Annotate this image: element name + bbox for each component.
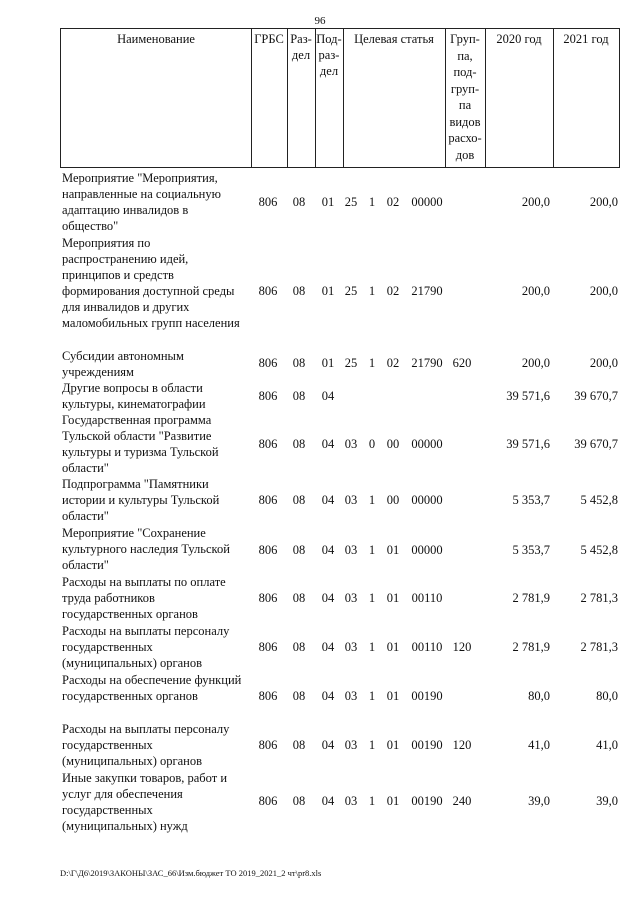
cell-c1: 25 [344, 284, 358, 298]
row-name: Мероприятие "Мероприятия, направленные на социальную адаптацию инвалидов в общество" [62, 171, 221, 233]
cell-rz: 08 [292, 689, 306, 703]
cell-c3: 00 [386, 493, 400, 507]
cell-pr: 04 [321, 437, 335, 451]
cell-v2020: 200,0 [521, 284, 550, 298]
cell-grbs: 806 [258, 389, 278, 403]
cell-v2021: 80,0 [596, 689, 618, 703]
cell-vr: 240 [452, 794, 472, 808]
cell-grbs: 806 [258, 493, 278, 507]
row-name: Расходы на выплаты персоналу государственных (муниципальных) органов [62, 722, 230, 768]
cell-pr: 04 [321, 738, 335, 752]
cell-c1: 25 [344, 356, 358, 370]
header-group: Груп- па, под- груп- па видов расхо- дов [448, 32, 482, 162]
header-2021: 2021 год [563, 32, 609, 46]
cell-c4: 00000 [411, 437, 443, 451]
row-name: Другие вопросы в области культуры, кинематографии [62, 381, 206, 411]
cell-grbs: 806 [258, 284, 278, 298]
header-podrazdel: Под- раз- дел [316, 32, 342, 78]
row-name: Субсидии автономным учреждениям [62, 349, 184, 379]
cell-rz: 08 [292, 284, 306, 298]
cell-c3: 01 [386, 591, 400, 605]
cell-c2: 1 [368, 640, 376, 654]
cell-c4: 21790 [411, 284, 443, 298]
cell-v2020: 5 353,7 [512, 543, 550, 557]
table-header [60, 28, 620, 168]
cell-grbs: 806 [258, 738, 278, 752]
cell-c4: 00190 [411, 689, 443, 703]
cell-c1: 03 [344, 437, 358, 451]
cell-c2: 1 [368, 794, 376, 808]
header-divider [485, 29, 486, 167]
header-razdel: Раз- дел [290, 32, 312, 62]
cell-grbs: 806 [258, 591, 278, 605]
cell-rz: 08 [292, 543, 306, 557]
cell-c2: 1 [368, 689, 376, 703]
cell-c4: 00110 [411, 591, 443, 605]
cell-c1: 03 [344, 738, 358, 752]
header-grbs: ГРБС [254, 32, 284, 46]
row-name: Мероприятия по распространению идей, принципов и средств формирования доступной среды для инвалидов и других маломобильных групп населения [62, 236, 240, 330]
cell-c4: 00000 [411, 543, 443, 557]
cell-c2: 1 [368, 591, 376, 605]
header-2020: 2020 год [496, 32, 542, 46]
cell-vr: 620 [452, 356, 472, 370]
cell-c3: 01 [386, 738, 400, 752]
cell-c1: 03 [344, 640, 358, 654]
cell-pr: 01 [321, 356, 335, 370]
cell-v2021: 39 670,7 [574, 437, 618, 451]
cell-c2: 1 [368, 738, 376, 752]
cell-pr: 04 [321, 794, 335, 808]
cell-v2021: 5 452,8 [580, 493, 618, 507]
cell-c1: 03 [344, 794, 358, 808]
cell-c2: 1 [368, 493, 376, 507]
cell-c4: 00190 [411, 794, 443, 808]
cell-pr: 04 [321, 493, 335, 507]
cell-c2: 1 [368, 543, 376, 557]
cell-grbs: 806 [258, 195, 278, 209]
cell-c1: 03 [344, 543, 358, 557]
cell-rz: 08 [292, 640, 306, 654]
cell-c4: 00000 [411, 493, 443, 507]
cell-v2021: 200,0 [589, 195, 618, 209]
header-target: Целевая статья [354, 32, 434, 46]
cell-v2020: 41,0 [528, 738, 550, 752]
header-name: Наименование [117, 32, 195, 46]
cell-c4: 00190 [411, 738, 443, 752]
cell-v2021: 200,0 [589, 284, 618, 298]
cell-c4: 21790 [411, 356, 443, 370]
cell-grbs: 806 [258, 437, 278, 451]
row-name: Расходы на обеспечение функций государственных органов [62, 673, 242, 703]
cell-vr: 120 [452, 738, 472, 752]
cell-pr: 04 [321, 389, 335, 403]
cell-c3: 01 [386, 543, 400, 557]
cell-v2020: 2 781,9 [512, 591, 550, 605]
cell-rz: 08 [292, 794, 306, 808]
cell-c3: 01 [386, 689, 400, 703]
row-name: Расходы на выплаты по оплате труда работников государственных органов [62, 575, 226, 621]
cell-v2020: 39 571,6 [506, 437, 550, 451]
cell-rz: 08 [292, 437, 306, 451]
cell-rz: 08 [292, 356, 306, 370]
row-name: Расходы на выплаты персоналу государственных (муниципальных) органов [62, 624, 230, 670]
cell-pr: 04 [321, 591, 335, 605]
cell-v2020: 200,0 [521, 195, 550, 209]
cell-rz: 08 [292, 591, 306, 605]
cell-v2021: 2 781,3 [580, 640, 618, 654]
row-name: Иные закупки товаров, работ и услуг для обеспечения государственных (муниципальных) нужд [62, 771, 228, 833]
header-divider [343, 29, 344, 167]
cell-c1: 03 [344, 689, 358, 703]
cell-c3: 00 [386, 437, 400, 451]
cell-grbs: 806 [258, 794, 278, 808]
cell-pr: 04 [321, 640, 335, 654]
cell-rz: 08 [292, 493, 306, 507]
cell-v2021: 2 781,3 [580, 591, 618, 605]
cell-pr: 01 [321, 284, 335, 298]
cell-v2020: 39,0 [528, 794, 550, 808]
cell-c4: 00110 [411, 640, 443, 654]
cell-v2021: 41,0 [596, 738, 618, 752]
cell-c1: 25 [344, 195, 358, 209]
cell-c1: 03 [344, 591, 358, 605]
cell-c2: 1 [368, 284, 376, 298]
cell-pr: 04 [321, 543, 335, 557]
cell-v2021: 39,0 [596, 794, 618, 808]
cell-grbs: 806 [258, 543, 278, 557]
cell-v2021: 5 452,8 [580, 543, 618, 557]
cell-c2: 1 [368, 356, 376, 370]
cell-rz: 08 [292, 195, 306, 209]
cell-vr: 120 [452, 640, 472, 654]
cell-c4: 00000 [411, 195, 443, 209]
row-name: Государственная программа Тульской области "Развитие культуры и туризма Тульской области" [62, 413, 219, 475]
cell-c2: 0 [368, 437, 376, 451]
cell-v2020: 80,0 [528, 689, 550, 703]
row-name: Мероприятие "Сохранение культурного наследия Тульской области" [62, 526, 230, 572]
cell-c2: 1 [368, 195, 376, 209]
cell-grbs: 806 [258, 689, 278, 703]
cell-c3: 02 [386, 195, 400, 209]
cell-rz: 08 [292, 389, 306, 403]
page-number: 96 [314, 15, 326, 27]
cell-v2020: 5 353,7 [512, 493, 550, 507]
cell-v2021: 39 670,7 [574, 389, 618, 403]
header-divider [251, 29, 252, 167]
file-path-footer: D:\Г\Д6\2019\ЗАКОНЫ\ЗАС_66\Изм.бюджет ТО 2019_2021_2 чт\pr8.xls [60, 868, 322, 878]
cell-c3: 01 [386, 640, 400, 654]
cell-c1: 03 [344, 493, 358, 507]
cell-c3: 01 [386, 794, 400, 808]
cell-c3: 02 [386, 356, 400, 370]
cell-c3: 02 [386, 284, 400, 298]
cell-pr: 04 [321, 689, 335, 703]
cell-v2020: 39 571,6 [506, 389, 550, 403]
cell-rz: 08 [292, 738, 306, 752]
cell-v2021: 200,0 [589, 356, 618, 370]
cell-v2020: 2 781,9 [512, 640, 550, 654]
row-name: Подпрограмма "Памятники истории и культуры Тульской области" [62, 477, 220, 523]
cell-v2020: 200,0 [521, 356, 550, 370]
header-divider [553, 29, 554, 167]
cell-grbs: 806 [258, 640, 278, 654]
cell-grbs: 806 [258, 356, 278, 370]
cell-pr: 01 [321, 195, 335, 209]
